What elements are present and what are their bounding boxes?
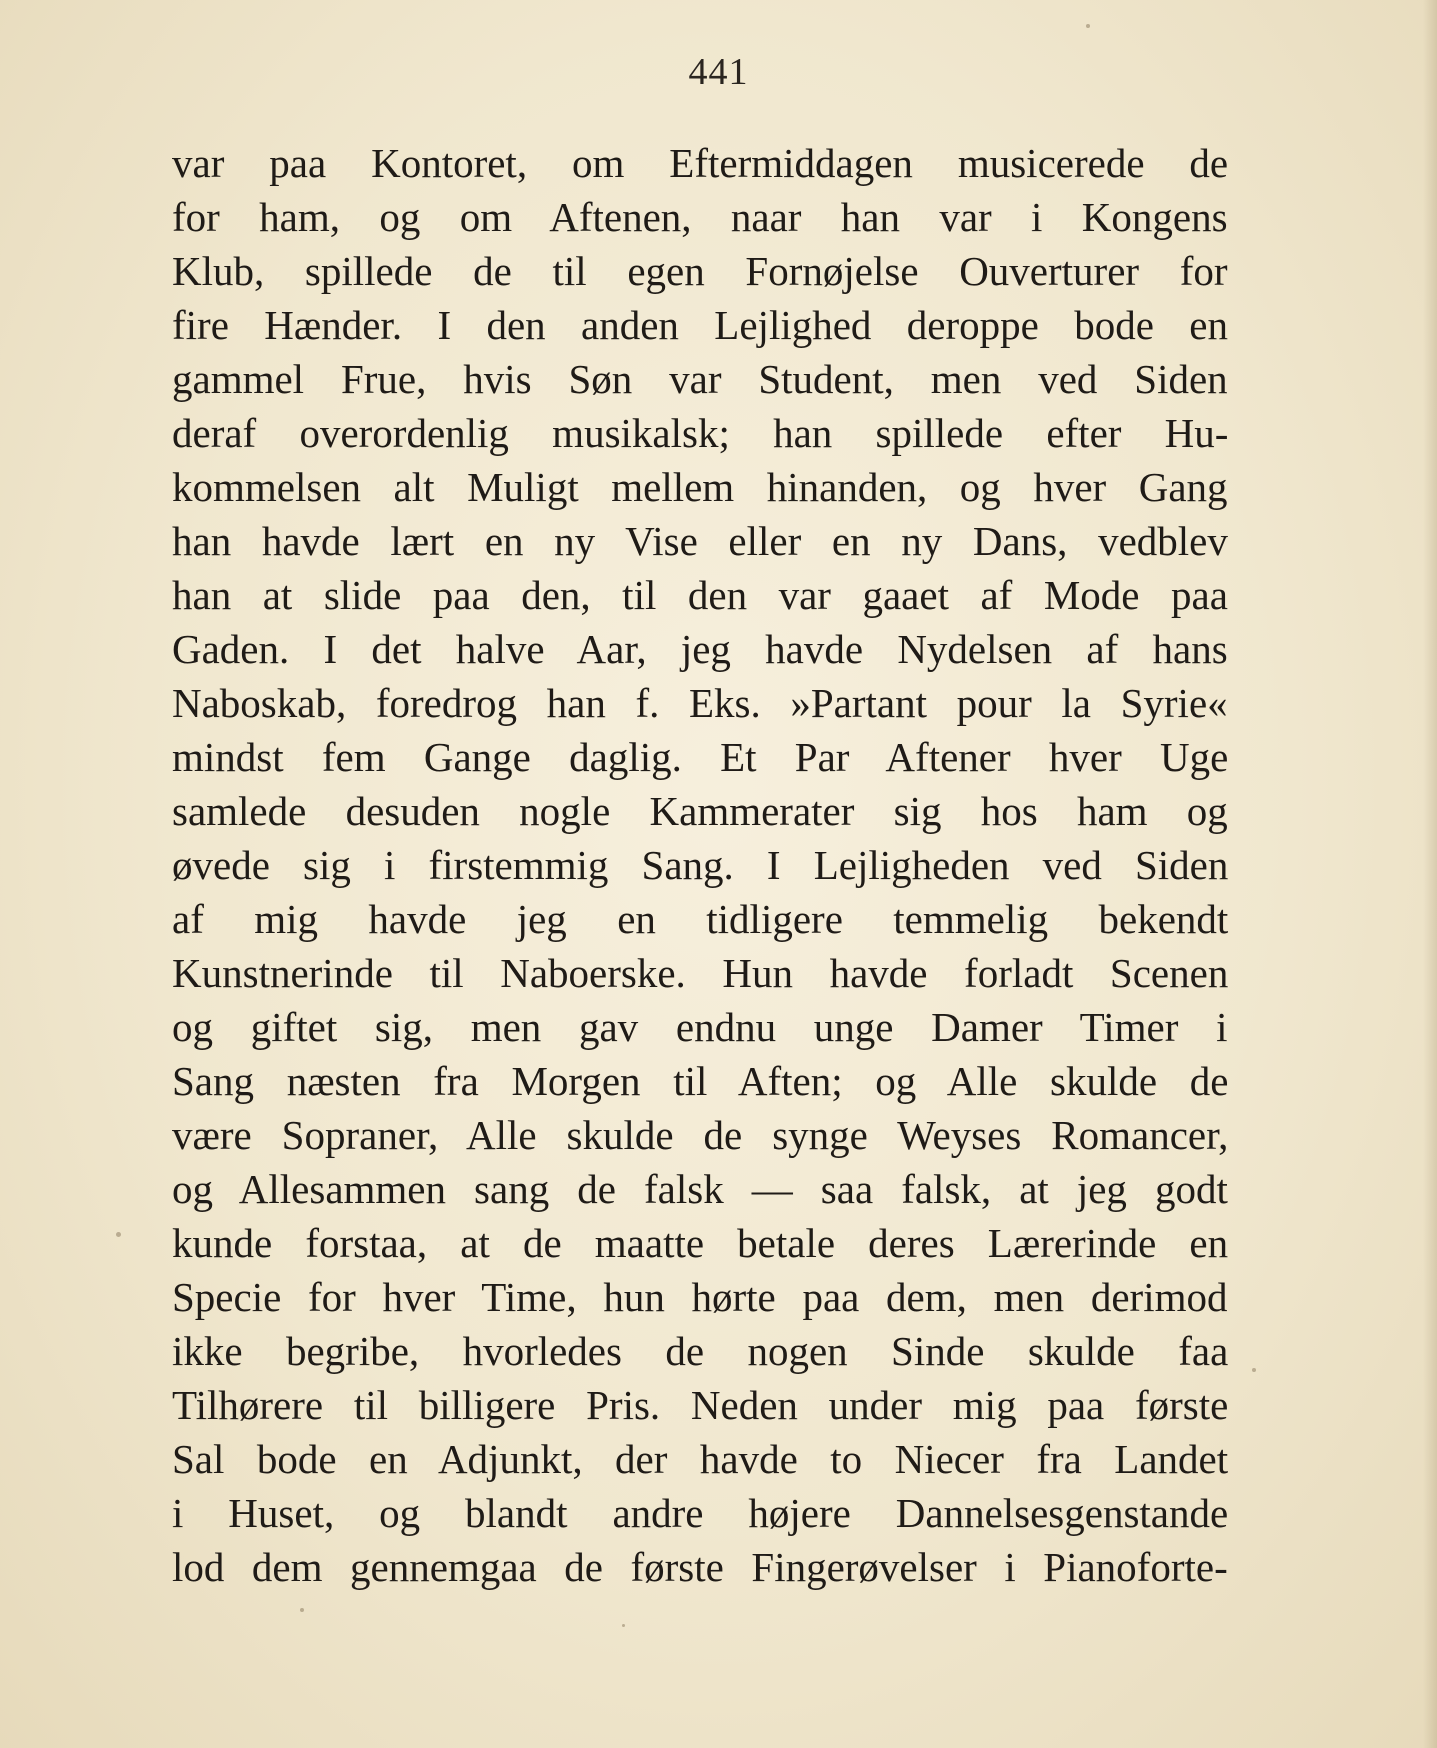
paper-speck xyxy=(300,1608,304,1612)
text-line: fire Hænder. I den anden Lejlighed deroppe bode en xyxy=(172,302,1228,348)
text-line: han at slide paa den, til den var gaaet af Mode paa xyxy=(172,572,1228,618)
text-line: Gaden. I det halve Aar, jeg havde Nydelsen af hans xyxy=(172,626,1228,672)
page-number: 441 xyxy=(688,51,749,93)
text-line: kommelsen alt Muligt mellem hinanden, og hver Gang xyxy=(172,464,1228,510)
text-line: Kunstnerinde til Naboerske. Hun havde forladt Scenen xyxy=(172,950,1229,996)
paper-speck xyxy=(622,1624,625,1627)
body-text xyxy=(172,136,1228,1594)
text-line: deraf overordenlig musikalsk; han spillede efter Hu- xyxy=(172,410,1229,456)
paper-speck xyxy=(116,1232,121,1237)
text-line: ikke begribe, hvorledes de nogen Sinde skulde faa xyxy=(172,1328,1229,1374)
text-line: Sal bode en Adjunkt, der havde to Niecer fra Landet xyxy=(172,1436,1229,1482)
text-line: mindst fem Gange daglig. Et Par Aftener hver Uge xyxy=(172,734,1229,780)
page-edge-shadow xyxy=(1423,0,1437,1748)
paper-speck xyxy=(1252,1368,1256,1372)
text-line: Tilhørere til billigere Pris. Neden under mig paa første xyxy=(172,1382,1229,1428)
paper-speck xyxy=(1086,24,1090,28)
text-line: gammel Frue, hvis Søn var Student, men ved Siden xyxy=(172,356,1228,402)
text-line: Naboskab, foredrog han f. Eks. »Partant pour la Syrie« xyxy=(172,680,1228,726)
text-line: lod dem gennemgaa de første Fingerøvelser i Pianoforte- xyxy=(172,1544,1228,1590)
text-line: øvede sig i firstemmig Sang. I Lejligheden ved Siden xyxy=(172,842,1229,888)
text-line: og Allesammen sang de falsk — saa falsk, at jeg godt xyxy=(172,1166,1228,1212)
text-line: samlede desuden nogle Kammerater sig hos ham og xyxy=(172,788,1228,834)
text-line: Specie for hver Time, hun hørte paa dem, men derimod xyxy=(172,1274,1228,1320)
text-line: og giftet sig, men gav endnu unge Damer Timer i xyxy=(172,1004,1228,1050)
text-line: være Sopraner, Alle skulde de synge Weyses Romancer, xyxy=(172,1112,1229,1158)
text-line: Sang næsten fra Morgen til Aften; og Alle skulde de xyxy=(172,1058,1229,1104)
text-line: han havde lært en ny Vise eller en ny Dans, vedblev xyxy=(172,518,1228,564)
text-line: i Huset, og blandt andre højere Dannelsesgenstande xyxy=(172,1490,1229,1536)
text-line: for ham, og om Aftenen, naar han var i Kongens xyxy=(172,194,1228,240)
text-line: af mig havde jeg en tidligere temmelig bekendt xyxy=(172,896,1229,942)
text-line: kunde forstaa, at de maatte betale deres Lærerinde en xyxy=(172,1220,1229,1266)
text-line: var paa Kontoret, om Eftermiddagen musicerede de xyxy=(172,140,1229,186)
text-line: Klub, spillede de til egen Fornøjelse Ouverturer for xyxy=(172,248,1228,294)
